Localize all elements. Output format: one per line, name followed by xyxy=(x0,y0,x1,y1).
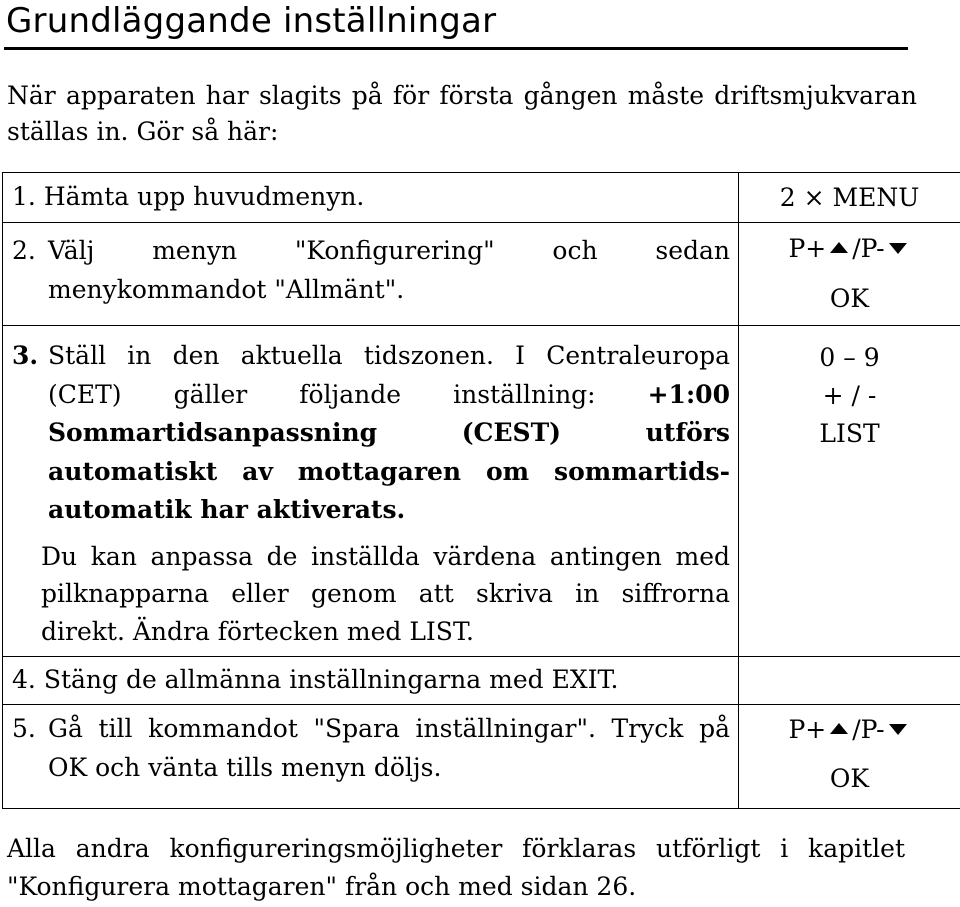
step-2-key-ok: OK xyxy=(829,284,870,313)
step-3-content xyxy=(3,326,738,530)
step-1-text: Hämta upp huvudmenyn. xyxy=(43,182,365,211)
step-row-2 xyxy=(3,223,960,326)
step-4-text: Stäng de allmänna inställningarna med EXIT. xyxy=(43,665,619,694)
step-1-key-cell xyxy=(739,173,960,223)
intro-paragraph: När apparaten har slagits på för första gången måste driftsmjukvaran ställas in. Gör så här: xyxy=(7,81,917,146)
step-3-note: Du kan anpassa de inställda värdena antingen med pilknapparna eller genom att skriva in siffrorna direkt. Ändra förtecken med LIST. xyxy=(41,541,730,646)
step-3-key-digits: 0 – 9 xyxy=(819,343,880,372)
step-3-key-cell xyxy=(739,326,960,657)
steps-table xyxy=(2,172,960,809)
step-2-number: 2. xyxy=(12,236,36,265)
triangle-up-icon xyxy=(830,723,848,734)
step-5-text: Gå till kommandot "Spara inställningar". Tryck på OK och vänta tills menyn döljs. xyxy=(48,714,730,782)
step-2-text-cell xyxy=(3,223,739,326)
step-4-text-cell xyxy=(3,657,739,705)
triangle-down-icon xyxy=(889,724,907,735)
step-row-1 xyxy=(3,173,960,223)
triangle-up-icon xyxy=(830,242,848,253)
step-5-key-pplus: P+ xyxy=(788,715,827,744)
step-5-paragraph xyxy=(3,705,738,787)
step-row-5 xyxy=(3,705,960,809)
title-rule xyxy=(4,47,908,50)
step-3-text-cell xyxy=(3,326,739,657)
step-4-key-cell xyxy=(739,657,960,705)
outro-paragraph: Alla andra konfigureringsmöjligheter förklaras utförligt i kapitlet "Konfigurera mottagaren" från och med sidan 26. xyxy=(7,834,905,901)
step-2-key-cell xyxy=(739,223,960,326)
step-5-text-cell xyxy=(3,705,739,809)
step-5-number: 5. xyxy=(12,714,36,743)
step-2-key-pplus: P+ xyxy=(788,234,827,263)
step-1-paragraph xyxy=(3,173,738,217)
step-1-key-menu: 2 × MENU xyxy=(779,183,920,212)
step-5-key-arrows xyxy=(739,705,960,754)
step-5-key-cell xyxy=(739,705,960,809)
step-3-bold-text: +1:00 Sommartidsanpassning (CEST) utförs automatiskt av mottagaren om sommartids-automatik har aktiverats. xyxy=(48,379,730,524)
step-2-paragraph xyxy=(3,223,738,309)
step-3-key-list: LIST xyxy=(819,419,880,448)
step-row-3 xyxy=(3,326,960,657)
triangle-down-icon xyxy=(889,243,907,254)
step-3-text: Ställ in den aktuella tidszonen. I Centraleuropa (CET) gäller följande inställning: xyxy=(48,341,730,409)
page-title: Grundläggande inställningar xyxy=(6,1,497,41)
step-4-number: 4. xyxy=(12,665,36,694)
step-row-4 xyxy=(3,657,960,705)
step-5-key-ok: OK xyxy=(829,764,870,793)
step-1-text-cell xyxy=(3,173,739,223)
step-3-paragraph xyxy=(48,337,730,530)
step-3-number: 3. xyxy=(12,341,39,370)
step-1-number: 1. xyxy=(12,182,36,211)
step-5-key-pminus: /P- xyxy=(852,715,885,744)
step-2-text: Välj menyn "Konfigurering" och sedan menykommandot "Allmänt". xyxy=(48,236,730,304)
step-4-paragraph xyxy=(3,657,738,700)
step-3-key-sign: + / - xyxy=(822,381,877,410)
step-2-key-arrows xyxy=(739,223,960,273)
step-2-key-pminus: /P- xyxy=(852,234,885,263)
step-3-keys xyxy=(739,326,960,453)
